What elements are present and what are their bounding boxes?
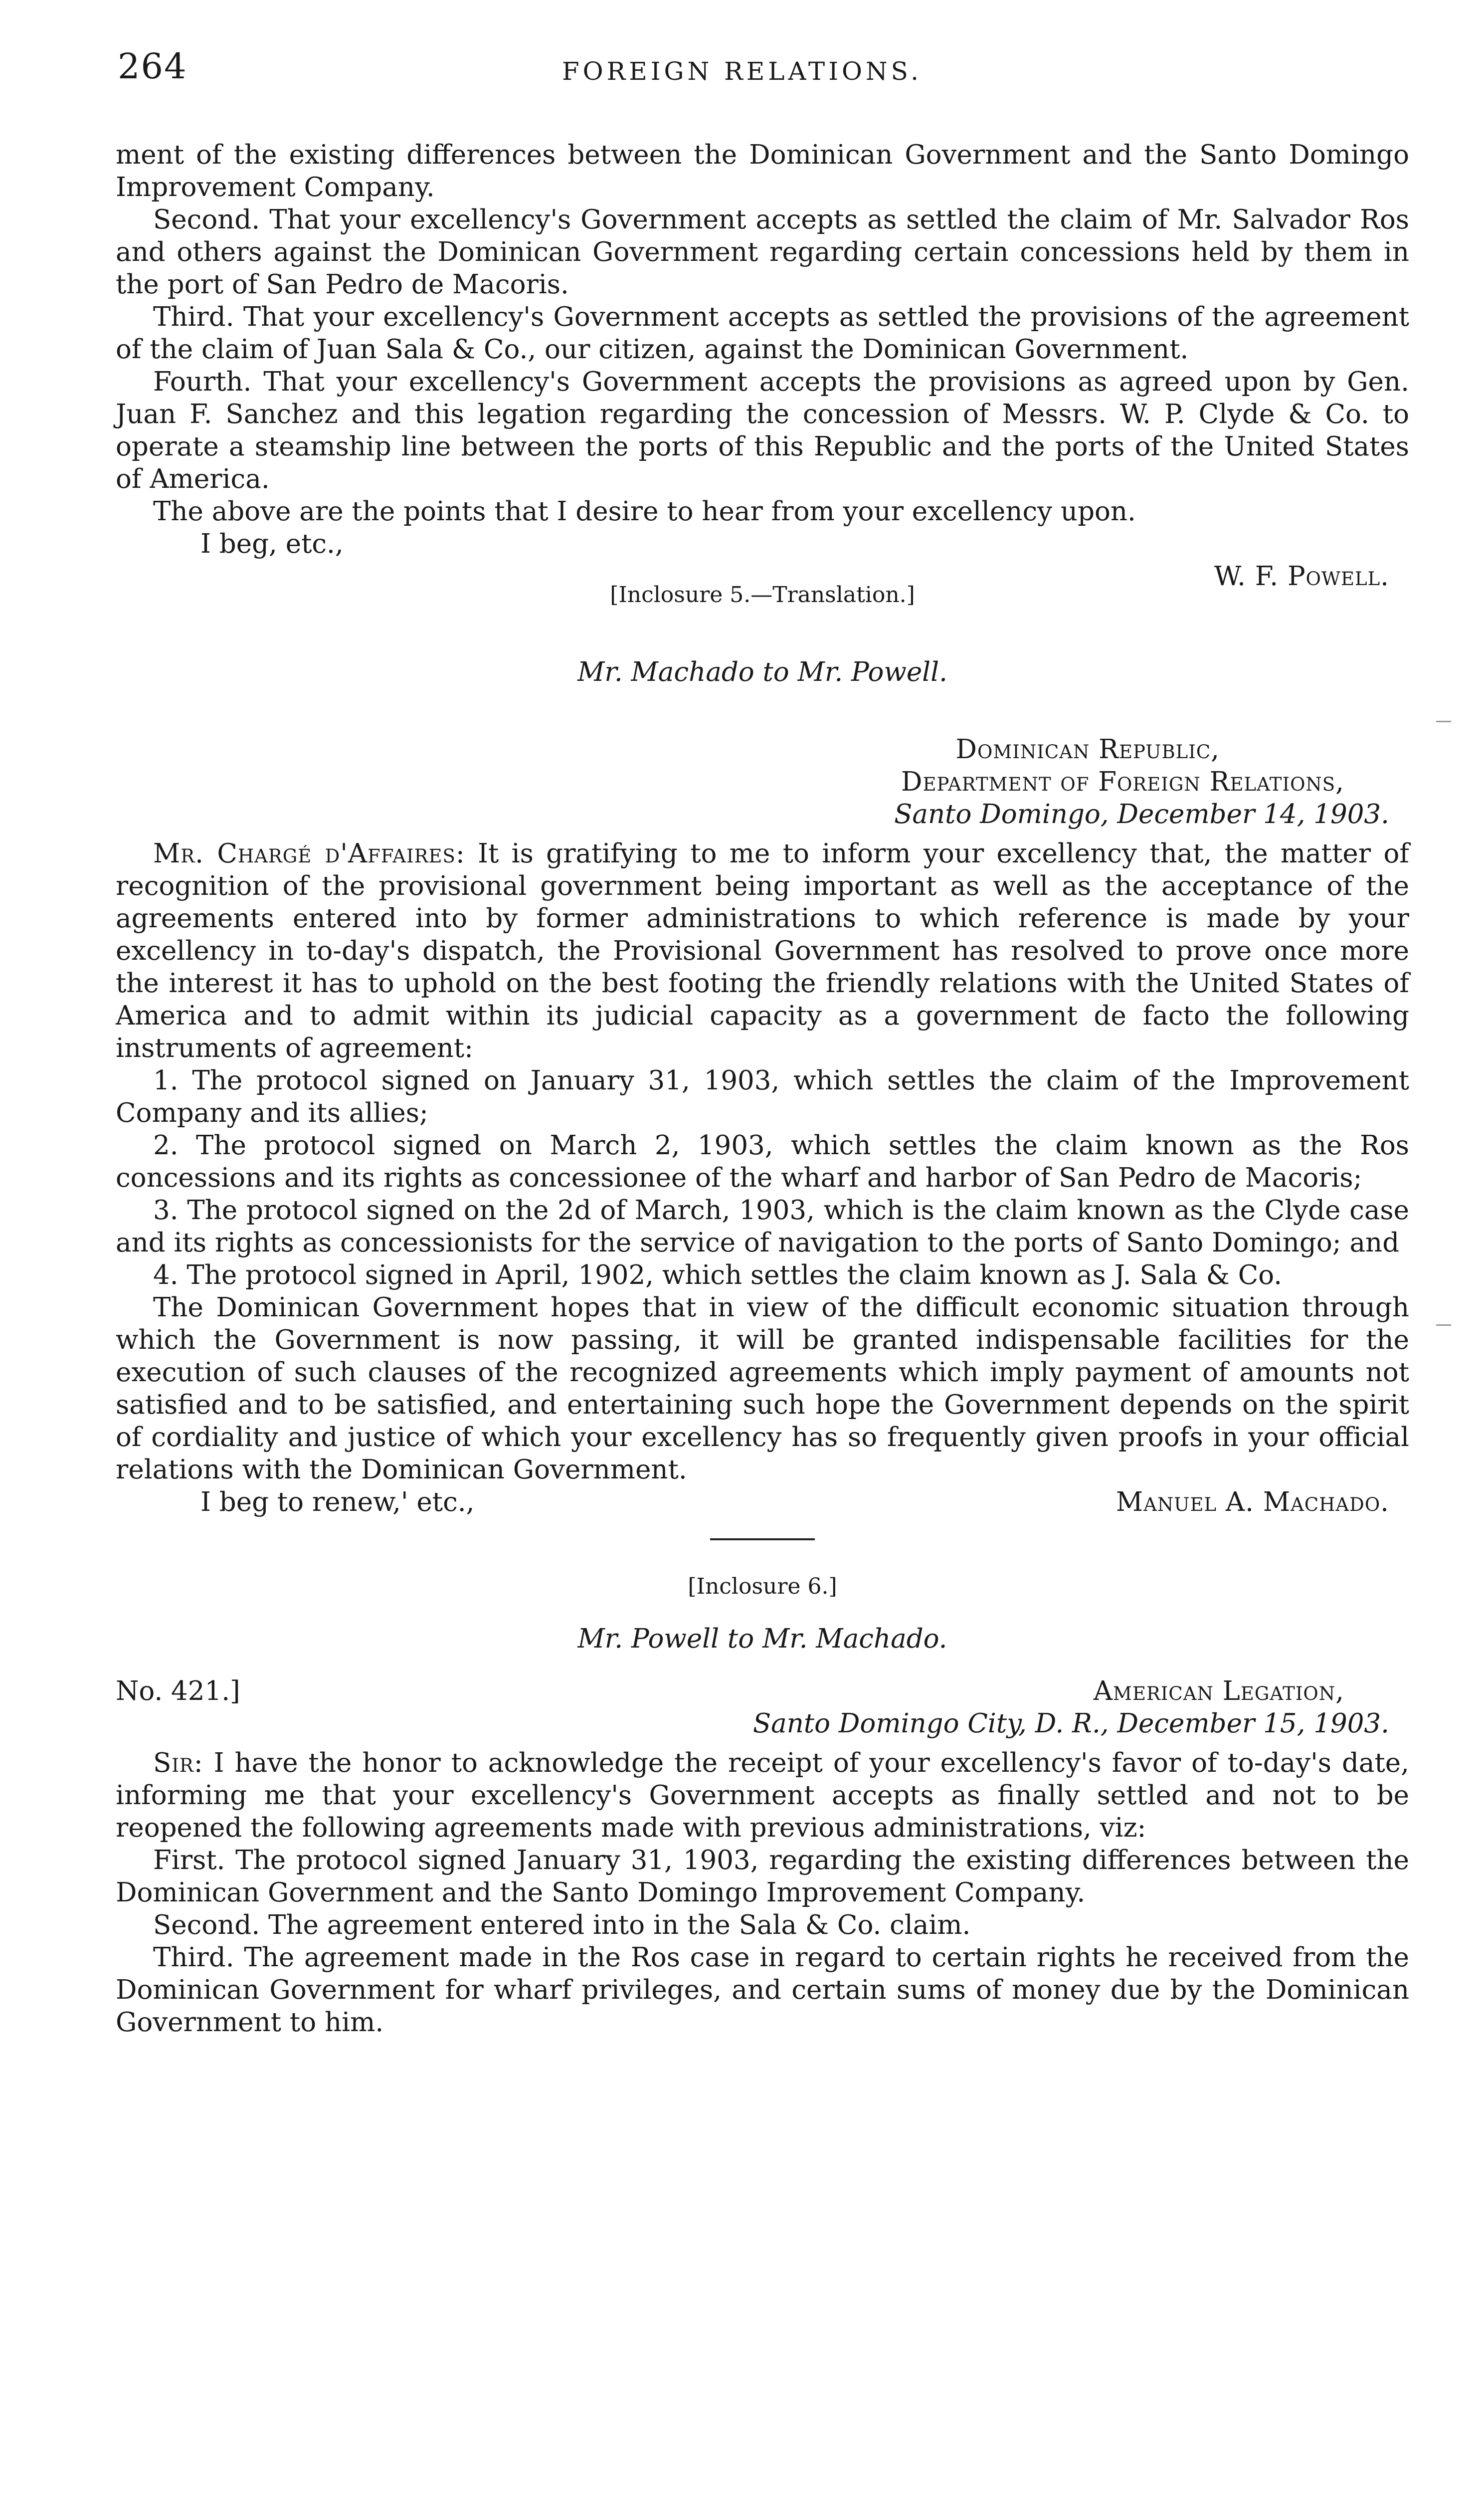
- paragraph: [116, 837, 1409, 1064]
- paragraph: Fourth. That your excellency's Government accepts the provisions as agreed upon by Gen. Juan F. Sanchez and this legation regarding the concession of Messrs. W. P. Clyde & Co. to operate a steamship line between the ports of this Republic and the ports of the United States of America.: [116, 367, 1409, 494]
- dateline-line: Department of Foreign Relations,: [901, 767, 1344, 797]
- closing: I beg to renew,' etc.,: [200, 1487, 475, 1517]
- letter-continuation: [116, 139, 1409, 593]
- dispatch-number: No. 421.]: [116, 1676, 240, 1706]
- page-body: [116, 139, 1409, 2039]
- inclosure-label: [Inclosure 6.]: [688, 1574, 837, 1599]
- paragraph: [116, 1747, 1409, 1844]
- page-number: 264: [118, 46, 187, 87]
- paragraph: The Dominican Government hopes that in view of the difficult economic situation through which the Government is now passing, it will be granted indispensable facilities for the execution of such clauses of the recognized agreements which imply payment of amounts not satisfied and to be satisfied, and entertaining such hope the Government depends on the spirit of cordiality and justice of which your excellency has so frequently given proofs in your official relations with the Dominican Government.: [116, 1292, 1409, 1485]
- dateline-date: Santo Domingo City, D. R., December 15, 1903.: [752, 1708, 1389, 1739]
- paragraph: The above are the points that I desire to hear from your excellency upon.: [153, 496, 1136, 527]
- paragraph-text: I have the honor to acknowledge the receipt of your excellency's favor of to-day's date, informing me that your excellency's Government accepts as finally settled and not to be reopened the following agreements made with previous administrations, viz:: [116, 1748, 1409, 1843]
- dateline-date: Santo Domingo, December 14, 1903.: [894, 799, 1389, 830]
- margin-mark: [1436, 721, 1451, 722]
- margin-mark: [1436, 1324, 1451, 1326]
- list-item: 1. The protocol signed on January 31, 1903, which settles the claim of the Improvement Company and its allies;: [116, 1065, 1409, 1128]
- letter-title: Mr. Machado to Mr. Powell.: [577, 657, 947, 687]
- inclosure-label: [Inclosure 5.—Translation.]: [610, 582, 915, 608]
- signature: W. F. Powell.: [1214, 561, 1389, 592]
- list-item: 2. The protocol signed on March 2, 1903, which settles the claim known as the Ros concessions and its rights as concessionee of the wharf and harbor of San Pedro de Macoris;: [116, 1130, 1409, 1193]
- inclosure-5: [116, 579, 1409, 1518]
- salutation: Sir:: [153, 1748, 203, 1778]
- signature: Manuel A. Machado.: [1115, 1487, 1389, 1517]
- dateline-line: Dominican Republic,: [955, 734, 1220, 765]
- section-divider: [710, 1538, 815, 1540]
- paragraph: ment of the existing differences between the Dominican Government and the Santo Domingo Improvement Company.: [116, 140, 1409, 203]
- closing: I beg, etc.,: [200, 529, 344, 559]
- salutation: Mr. Chargé d'Affaires:: [153, 838, 465, 869]
- paragraph: Second. The agreement entered into in the Sala & Co. claim.: [153, 1910, 971, 1940]
- paragraph: Third. That your excellency's Government accepts as settled the provisions of the agreement of the claim of Juan Sala & Co., our citizen, against the Dominican Government.: [116, 302, 1409, 365]
- paragraph-text: It is gratifying to me to inform your excellency that, the matter of recognition of the provisional government being important as well as the acceptance of the agreements entered into by former administrations to which reference is made by your excellency in to-day's dispatch, the Provisional Government has resolved to prove once more the interest it has to uphold on the best footing the friendly relations with the United States of America and to admit within its judicial capacity as a government de facto the following instruments of agreement:: [116, 838, 1409, 1063]
- letter-title: Mr. Powell to Mr. Machado.: [577, 1624, 947, 1654]
- dateline: [116, 733, 1409, 831]
- list-item: 3. The protocol signed on the 2d of March, 1903, which is the claim known as the Clyde case and its rights as concessionists for the service of navigation to the ports of Santo Domingo; and: [116, 1195, 1409, 1258]
- list-item: 4. The protocol signed in April, 1902, which settles the claim known as J. Sala & Co.: [153, 1260, 1283, 1290]
- closing-row: [116, 1486, 1409, 1518]
- page-header: [0, 46, 1484, 101]
- inclosure-6: [116, 1570, 1409, 2039]
- paragraph: Second. That your excellency's Government accepts as settled the claim of Mr. Salvador Ros and others against the Dominican Government regarding certain concessions held by them in the port of San Pedro de Macoris.: [116, 205, 1409, 300]
- paragraph: First. The protocol signed January 31, 1903, regarding the existing differences between the Dominican Government and the Santo Domingo Improvement Company.: [116, 1845, 1409, 1908]
- running-title: FOREIGN RELATIONS.: [561, 57, 923, 86]
- dateline: [116, 1675, 1409, 1707]
- paragraph: Third. The agreement made in the Ros case in regard to certain rights he received from the Dominican Government for wharf privileges, and certain sums of money due by the Dominican Government to him.: [116, 1942, 1409, 2038]
- dateline-line: American Legation,: [1093, 1676, 1344, 1706]
